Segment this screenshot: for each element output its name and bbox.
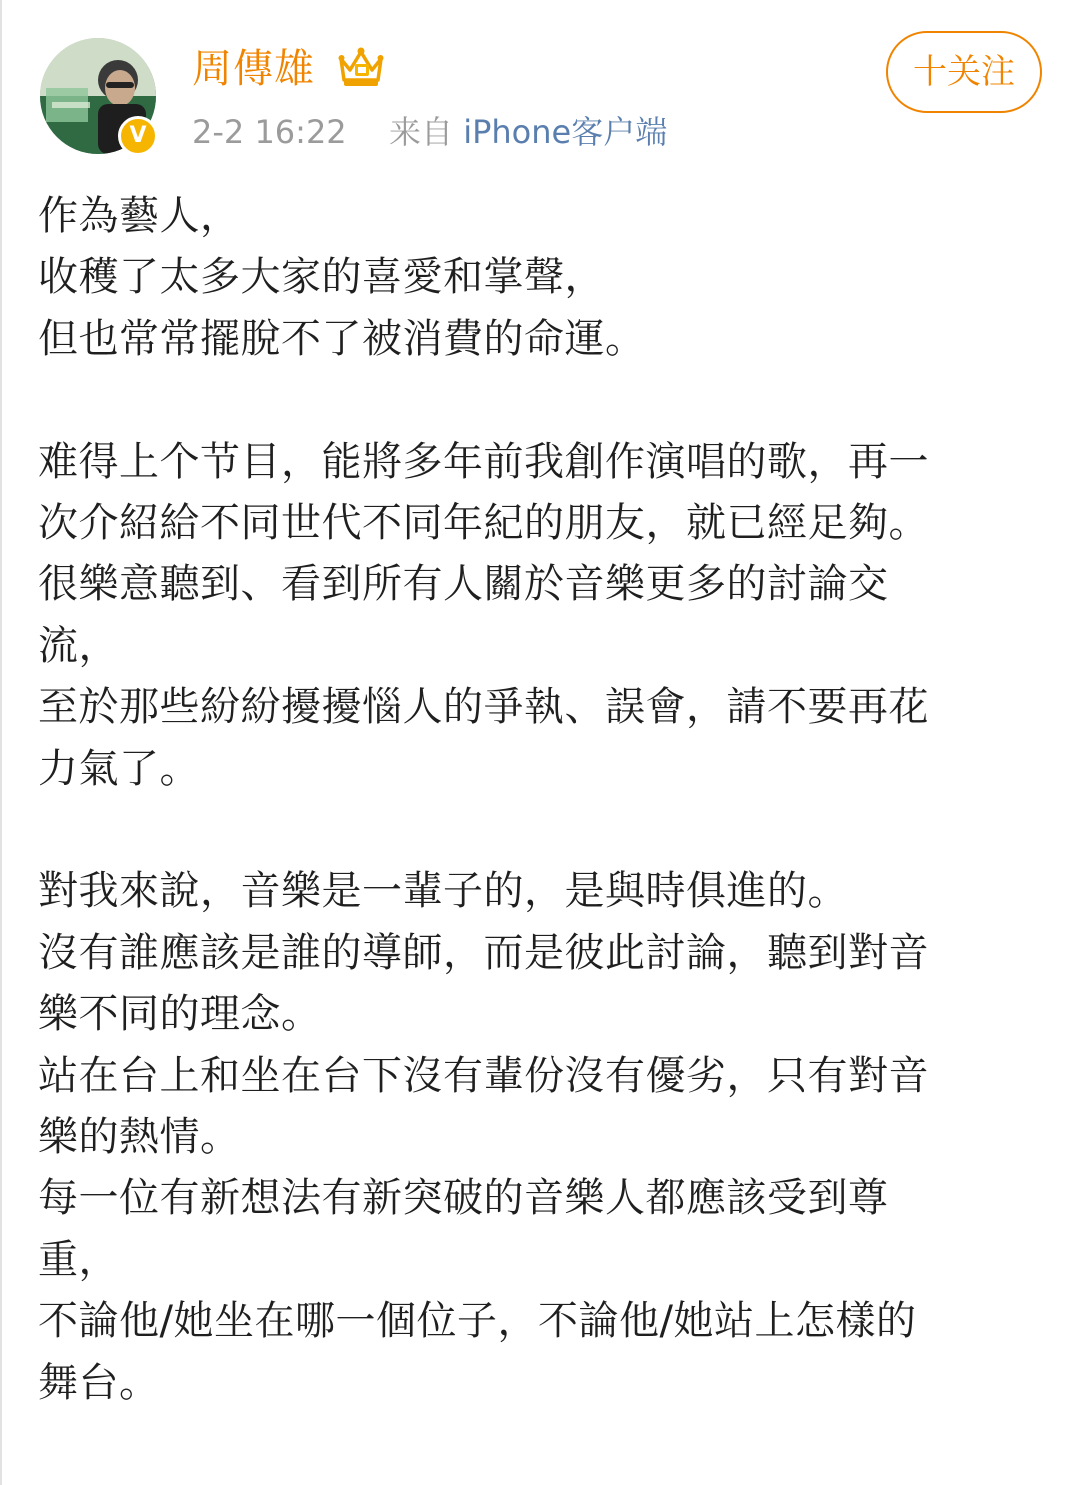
author-name[interactable]: 周傳雄: [192, 46, 315, 92]
post-line: 收穫了太多大家的喜愛和掌聲，: [38, 254, 605, 301]
post-line: 不論他/她坐在哪一個位子，不論他/她站上怎樣的: [38, 1298, 917, 1345]
post-meta: [192, 112, 667, 152]
crown-icon: [338, 46, 384, 88]
post-paragraph: [38, 186, 1038, 370]
post-line: 很樂意聽到、看到所有人關於音樂更多的討論交: [38, 561, 889, 608]
post-line: 流，: [38, 622, 119, 669]
post-line: 樂的熱情。: [38, 1114, 241, 1161]
post-line: 對我來說，音樂是一輩子的，是與時俱進的。: [38, 868, 848, 915]
post-paragraph: [38, 432, 1038, 800]
post-line: 站在台上和坐在台下沒有輩份沒有優劣，只有對音: [38, 1052, 929, 1099]
post-line: 舞台。: [38, 1359, 160, 1406]
post-line: 樂不同的理念。: [38, 991, 322, 1038]
post-line: 至於那些紛紛擾擾惱人的爭執、誤會，請不要再花: [38, 684, 929, 731]
post-body: [38, 186, 1038, 1475]
post-line: 沒有誰應該是誰的導師，而是彼此討論，聽到對音: [38, 929, 929, 976]
post-source[interactable]: iPhone客户端: [463, 113, 668, 151]
verified-icon: V: [118, 116, 158, 156]
post-line: 每一位有新想法有新突破的音樂人都應該受到尊: [38, 1175, 889, 1222]
post-line: 次介紹給不同世代不同年紀的朋友，就已經足夠。: [38, 500, 929, 547]
post-line: 作為藝人，: [38, 193, 241, 239]
source-prefix: 来自: [389, 113, 454, 151]
post-line: 但也常常擺脫不了被消費的命運。: [38, 315, 646, 362]
post-paragraph: [38, 861, 1038, 1414]
post-line: 难得上个节目，能將多年前我創作演唱的歌，再一: [38, 438, 929, 485]
post-line: 力氣了。: [38, 745, 200, 792]
post-header: [0, 0, 1080, 170]
follow-button[interactable]: 十关注: [886, 31, 1042, 113]
post-timestamp: 2-2 16:22: [192, 113, 347, 151]
post-line: 重，: [38, 1236, 119, 1283]
page-edge-divider: [0, 0, 2, 1485]
